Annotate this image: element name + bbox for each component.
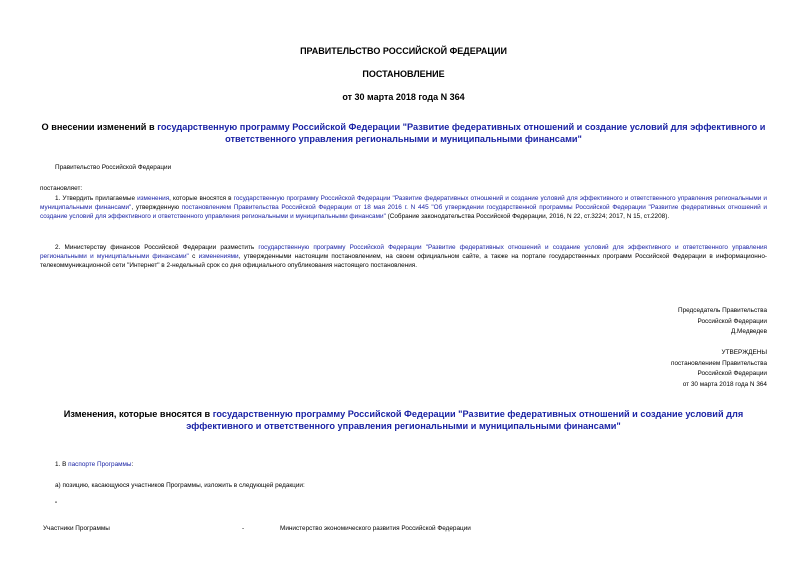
table-row-value: Министерство экономического развития Российской Федерации — [280, 525, 471, 532]
approved-line-4: от 30 марта 2018 года N 364 — [682, 380, 767, 388]
resolution-title-prefix: О внесении изменений в — [41, 122, 158, 132]
header-doc-type: ПОСТАНОВЛЕНИЕ — [362, 69, 445, 79]
signature-line-3: Д.Медведев — [730, 328, 767, 335]
item-1a: а) позицию, касающуюся участников Программы, изложить в следующей редакции: — [55, 482, 305, 489]
program-link-2[interactable]: государственную программу Российской Федерации "Развитие федеративных отношений и создание условий для эффективного и ответственного управления региональными и муниципальными финансами" — [40, 195, 767, 212]
paragraph-1-text-d: (Собрание законодательства Российской Федерации, 2016, N 22, ст.3224; 2017, N 15, ст.2208). — [385, 213, 670, 221]
program-link-4[interactable]: государственную программу Российской Федерации "Развитие федеративных отношений и создание условий для эффективного и ответственного управления региональными и муниципальными финансами" — [186, 409, 744, 431]
paragraph-1-text-b: , которые вносятся в — [169, 195, 234, 202]
item-1-suffix: : — [131, 461, 134, 468]
item-1 — [55, 460, 133, 469]
quote-mark: " — [55, 501, 58, 508]
resolves-text: постановляет: — [40, 185, 83, 192]
paragraph-1 — [40, 194, 767, 222]
changes-link[interactable]: изменения — [137, 195, 170, 202]
table-row-dash: - — [242, 525, 245, 532]
header-date-number: от 30 марта 2018 года N 364 — [342, 92, 465, 102]
paragraph-2-text-b: с — [188, 253, 199, 261]
approved-line-2: постановлением Правительства — [671, 359, 767, 367]
signature-line-2: Российской Федерации — [697, 317, 767, 325]
item-1-prefix: 1. В — [55, 461, 69, 468]
paragraph-2 — [40, 243, 767, 271]
changes-title — [40, 408, 767, 432]
paragraph-1-text-c: , утвержденную — [131, 204, 182, 212]
table-row-label: Участники Программы — [43, 525, 110, 532]
program-passport-link[interactable]: паспорте Программы — [68, 461, 132, 468]
paragraph-2-text-c: , утвержденными настоящим постановлением, на своем официальном сайте, а также на портале государственных программ Российской Федерации в информационно-телекоммуникационной сети "Интернет" в 2-недельный срок со дня официального опубликования настоящего постановления. — [40, 253, 767, 270]
changes-link-2[interactable]: изменениями — [198, 253, 239, 261]
changes-title-prefix: Изменения, которые вносятся в — [63, 409, 213, 419]
program-link-3[interactable]: государственную программу Российской Федерации "Развитие федеративных отношений и создание условий для эффективного и ответственного управления региональными и муниципальными финансами" — [40, 244, 768, 261]
signature-line-1: Председатель Правительства — [678, 307, 767, 314]
paragraph-2-text-a: 2. Министерству финансов Российской Федерации разместить — [55, 244, 259, 251]
approved-line-3: Российской Федерации — [697, 370, 767, 377]
approved-block — [671, 348, 767, 390]
approved-line-1: УТВЕРЖДЕНЫ — [721, 349, 767, 356]
header-org: ПРАВИТЕЛЬСТВО РОССИЙСКОЙ ФЕДЕРАЦИИ — [300, 46, 507, 56]
resolution-445-link[interactable]: постановлением Правительства Российской Федерации от 18 мая 2016 г. N 445 "Об утверждении государственной программы Российской Федерации "Развитие федеративных отношений и создание условий для эффективного и ответственного управления региональными и муниципальными финансами" — [40, 204, 767, 221]
program-link[interactable]: государственную программу Российской Федерации "Развитие федеративных отношений и создание условий для эффективного и ответственного управления региональными и муниципальными финансами" — [157, 122, 766, 144]
signature-block — [678, 306, 767, 338]
paragraph-1-text-a: 1. Утвердить прилагаемые — [55, 195, 138, 202]
resolution-title — [40, 121, 767, 145]
intro-text: Правительство Российской Федерации — [55, 164, 172, 171]
